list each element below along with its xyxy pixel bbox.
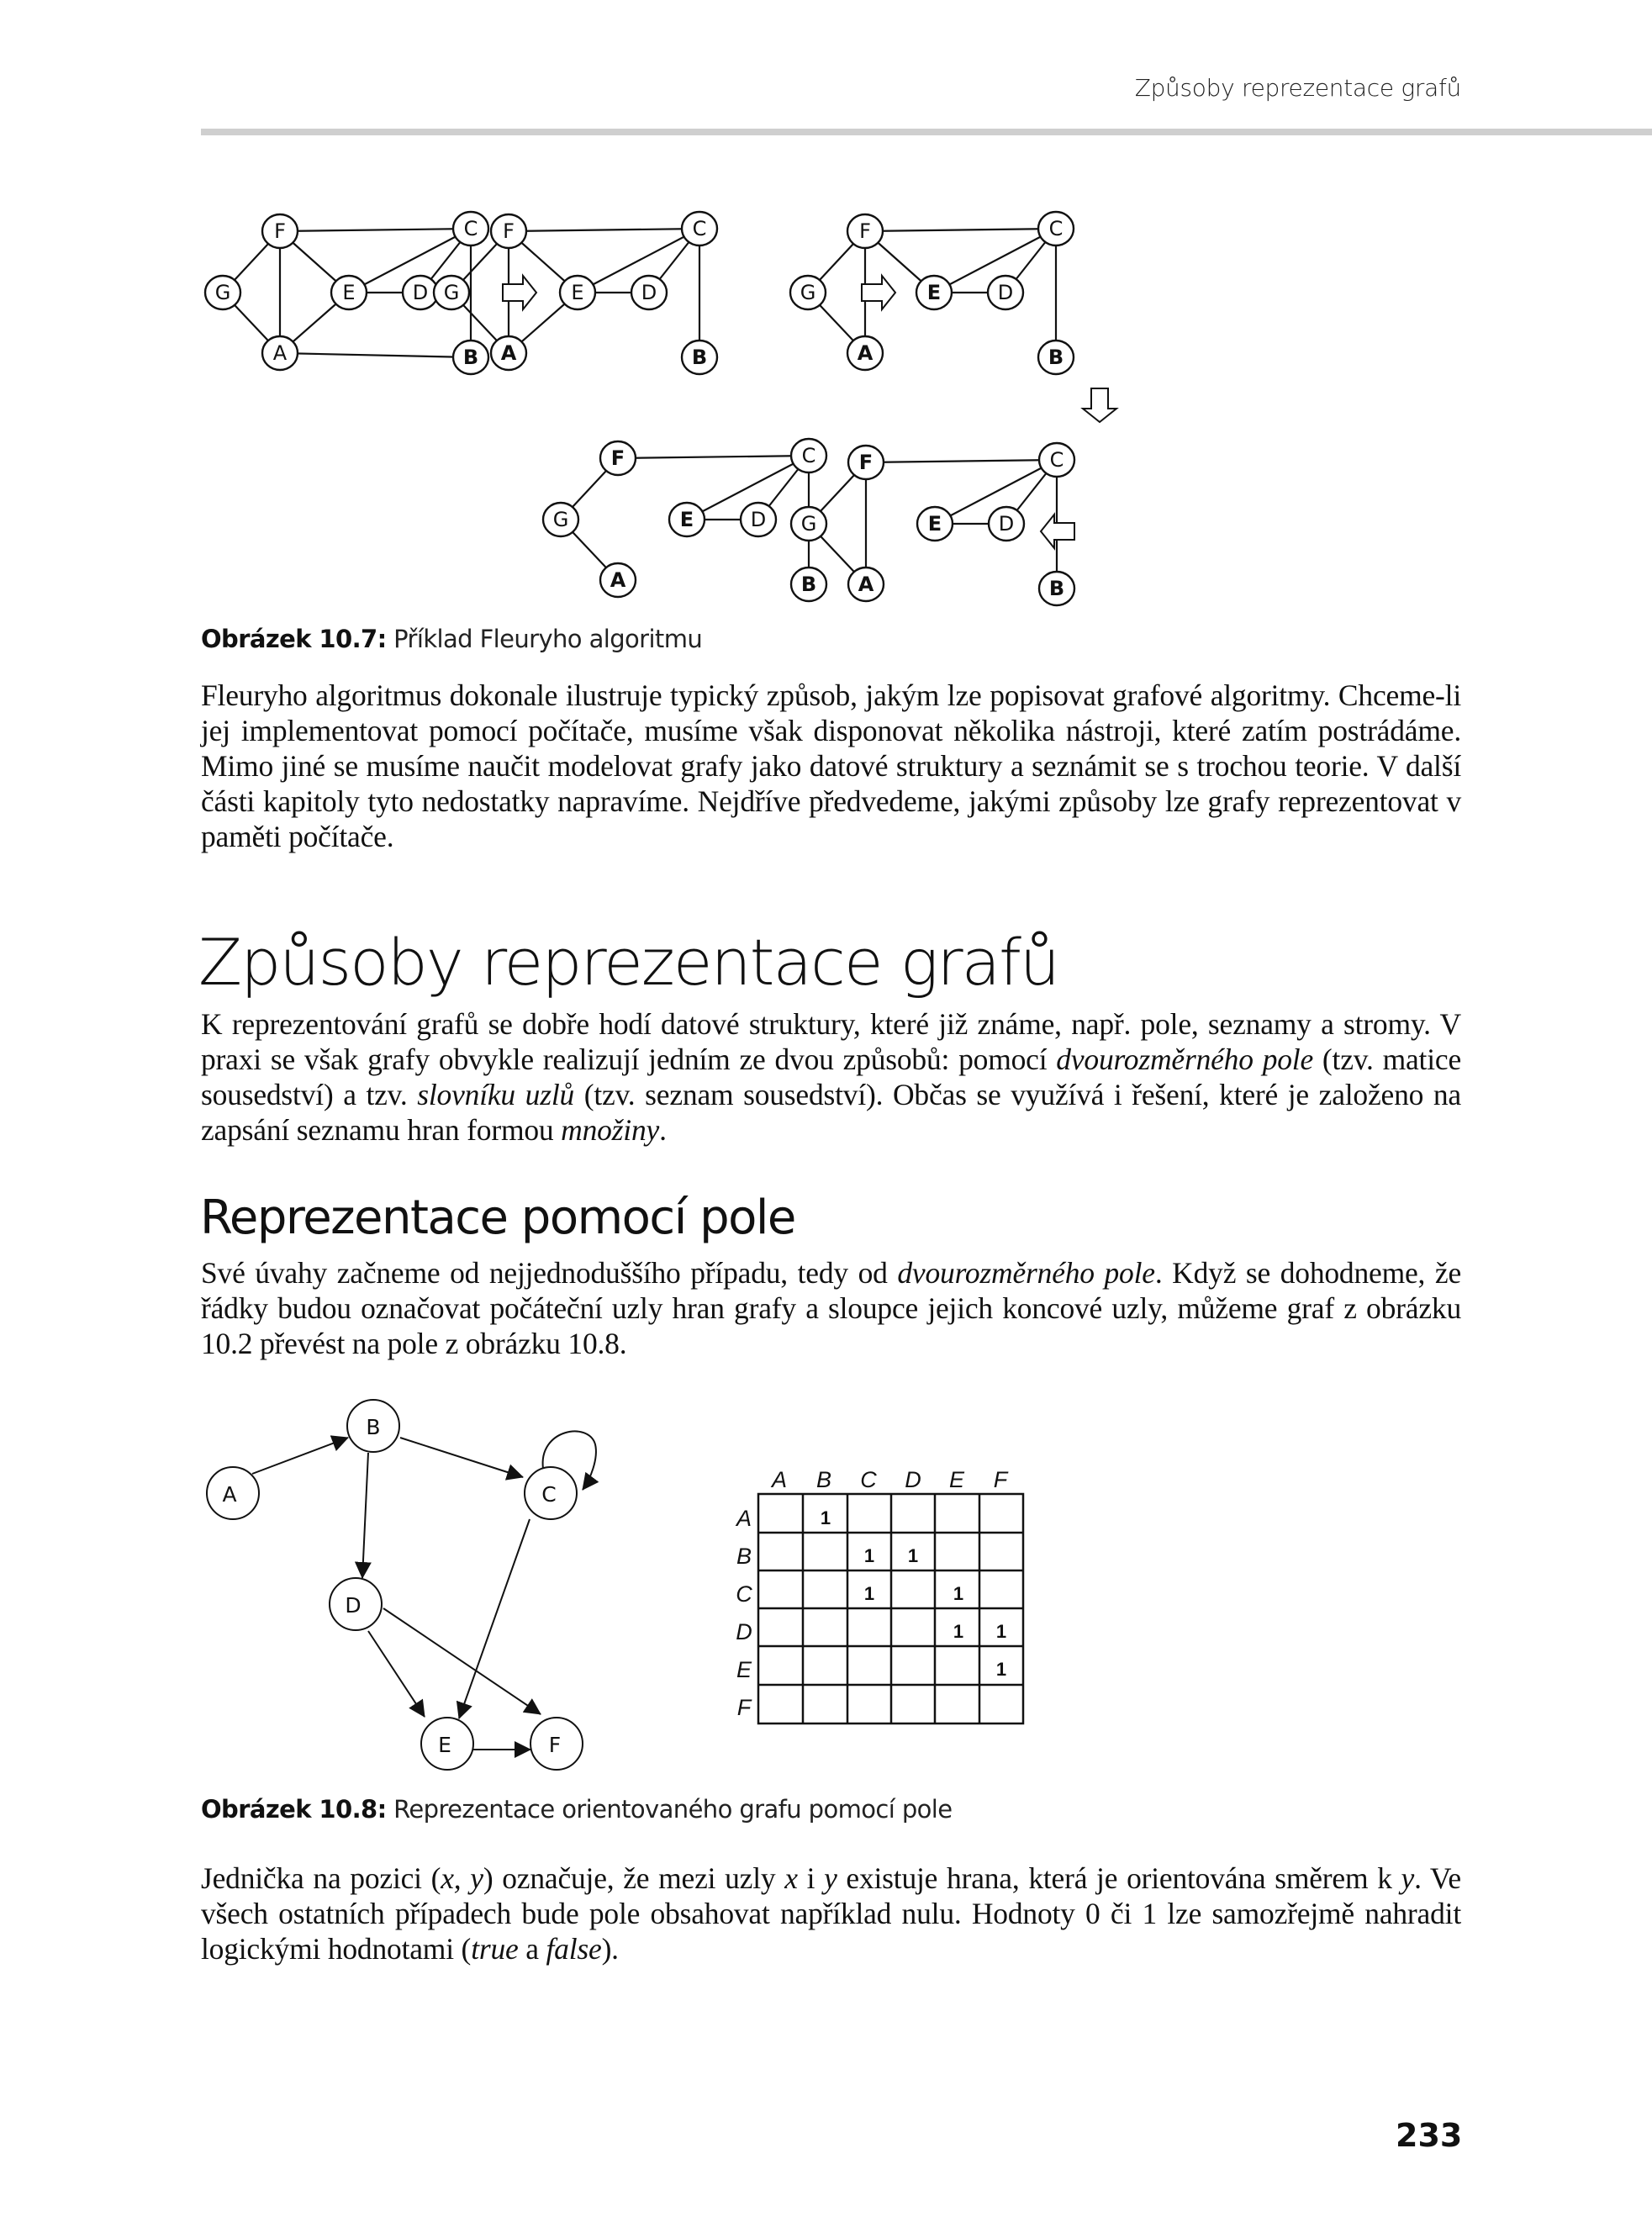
svg-text:B: B xyxy=(1048,346,1064,369)
svg-text:C: C xyxy=(1049,448,1064,472)
node-c: C xyxy=(541,1482,557,1507)
matrix-cell: 1 xyxy=(863,1583,875,1604)
row-header-d: D xyxy=(736,1619,752,1644)
running-header: Způsoby reprezentace grafů xyxy=(1134,74,1461,102)
svg-text:F: F xyxy=(610,446,625,470)
svg-text:C: C xyxy=(463,217,478,240)
matrix-cell: 1 xyxy=(863,1545,875,1566)
svg-text:E: E xyxy=(679,508,694,531)
caption-text: Reprezentace orientovaného grafu pomocí pole xyxy=(386,1795,953,1824)
subsection-heading: Reprezentace pomocí pole xyxy=(200,1190,795,1245)
svg-text:D: D xyxy=(641,281,657,304)
svg-text:G: G xyxy=(443,281,460,304)
node-a: A xyxy=(222,1482,237,1507)
emphasis: slovníku uzlů xyxy=(417,1078,575,1111)
emphasis: dvourozměrného pole xyxy=(1056,1043,1314,1076)
paragraph-fleury-intro: Fleuryho algoritmus dokonale ilustruje typický způsob, jakým lze popisovat grafové algoritmy. Chceme-li jej implementovat pomocí počítače, musíme však disponovat několika nástroji, které zatím postrádáme. Mimo jiné se musíme naučit modelovat grafy jako datové struktury a seznámit se s trochou teorie. V další části kapitoly tyto nedostatky napravíme. Nejdříve předvedeme, jakými způsoby lze grafy reprezentovat v paměti počítače. xyxy=(201,678,1461,853)
svg-text:C: C xyxy=(1048,217,1064,240)
svg-text:C: C xyxy=(801,444,816,467)
row-header-a: A xyxy=(736,1506,752,1531)
svg-text:D: D xyxy=(750,508,767,531)
svg-text:A: A xyxy=(610,568,626,592)
svg-text:G: G xyxy=(552,508,569,531)
node-d: D xyxy=(345,1593,362,1618)
svg-text:F: F xyxy=(503,219,515,243)
matrix-cell: 1 xyxy=(995,1659,1007,1680)
caption-text: Příklad Fleuryho algoritmu xyxy=(386,625,703,653)
svg-text:E: E xyxy=(926,281,942,304)
emphasis: dvourozměrného pole xyxy=(897,1256,1155,1290)
row-header-f: F xyxy=(736,1695,752,1720)
figure-10-8-directed-graph xyxy=(193,1396,698,1782)
node-e: E xyxy=(438,1733,451,1757)
svg-text:A: A xyxy=(857,341,874,365)
col-header-b: B xyxy=(815,1467,832,1492)
node-b: B xyxy=(366,1415,381,1439)
svg-text:F: F xyxy=(858,451,874,474)
col-header-f: F xyxy=(993,1467,1008,1492)
col-header-c: C xyxy=(860,1467,877,1492)
page-number: 233 xyxy=(1396,2117,1463,2154)
header-rule xyxy=(201,129,1652,135)
col-header-e: E xyxy=(948,1467,965,1492)
adjacency-matrix xyxy=(715,1446,1051,1732)
figure-10-8-caption xyxy=(201,1795,952,1824)
svg-text:F: F xyxy=(274,219,286,243)
svg-text:B: B xyxy=(691,346,708,369)
arrow-down-icon xyxy=(1083,388,1116,422)
svg-text:G: G xyxy=(214,281,231,304)
matrix-cell: 1 xyxy=(820,1507,831,1528)
paragraph-array-intro: Své úvahy začneme od nejjednoduššího případu, tedy od dvourozměrného pole. Když se dohodneme, že řádky budou označovat počáteční uzly hran grafy a sloupce jejich koncové uzly, můžeme graf z obrázku 10.2 převést na pole z obrázku 10.8. xyxy=(201,1256,1461,1360)
svg-text:D: D xyxy=(412,281,429,304)
section-heading: Způsoby reprezentace grafů xyxy=(198,925,1059,1000)
svg-text:E: E xyxy=(571,281,584,304)
caption-label: Obrázek 10.7: xyxy=(201,625,387,653)
row-header-c: C xyxy=(736,1581,752,1607)
node-f: F xyxy=(548,1733,562,1757)
paragraph-matrix-explanation: Jednička na pozici (x, y) označuje, že mezi uzly x i y existuje hrana, která je orientována směrem k y. Ve všech ostatních případech bude pole obsahovat například nulu. Hodnoty 0 či 1 lze samozřejmě nahradit logickými hodnotami (true a false). xyxy=(201,1861,1461,1966)
svg-text:C: C xyxy=(692,217,707,240)
svg-text:B: B xyxy=(800,573,817,596)
svg-text:A: A xyxy=(858,573,874,596)
matrix-cell: 1 xyxy=(953,1621,964,1642)
col-header-d: D xyxy=(905,1467,921,1492)
col-header-a: A xyxy=(771,1467,788,1492)
svg-text:D: D xyxy=(997,281,1014,304)
svg-text:B: B xyxy=(1048,577,1065,600)
matrix-cell: 1 xyxy=(907,1545,919,1566)
emphasis: množiny xyxy=(561,1113,660,1147)
matrix-cell: 1 xyxy=(995,1621,1007,1642)
row-header-b: B xyxy=(736,1544,752,1569)
paragraph-representation-intro: K reprezentování grafů se dobře hodí datové struktury, které již známe, např. pole, seznamy a stromy. V praxi se však grafy obvykle realizují jedním ze dvou způsobů: pomocí dvourozměrného pole (tzv. matice sousedství) a tzv. slovníku uzlů (tzv. seznam sousedství). Občas se využívá i řešení, které je založeno na zapsání seznamu hran formou množiny. xyxy=(201,1007,1461,1147)
svg-text:B: B xyxy=(462,346,479,369)
matrix-cell: 1 xyxy=(953,1583,964,1604)
svg-text:E: E xyxy=(342,281,356,304)
svg-text:A: A xyxy=(272,341,288,365)
figure-10-7-caption xyxy=(201,625,702,653)
svg-text:E: E xyxy=(927,512,942,536)
arrow-right-icon xyxy=(862,276,895,309)
svg-text:F: F xyxy=(859,219,871,243)
svg-text:A: A xyxy=(500,341,517,365)
figure-10-7-fleury-diagram xyxy=(185,193,1244,622)
svg-text:D: D xyxy=(998,512,1015,536)
row-header-e: E xyxy=(736,1657,752,1682)
svg-text:G: G xyxy=(800,281,816,304)
svg-text:G: G xyxy=(800,512,817,536)
caption-label: Obrázek 10.8: xyxy=(201,1795,387,1824)
